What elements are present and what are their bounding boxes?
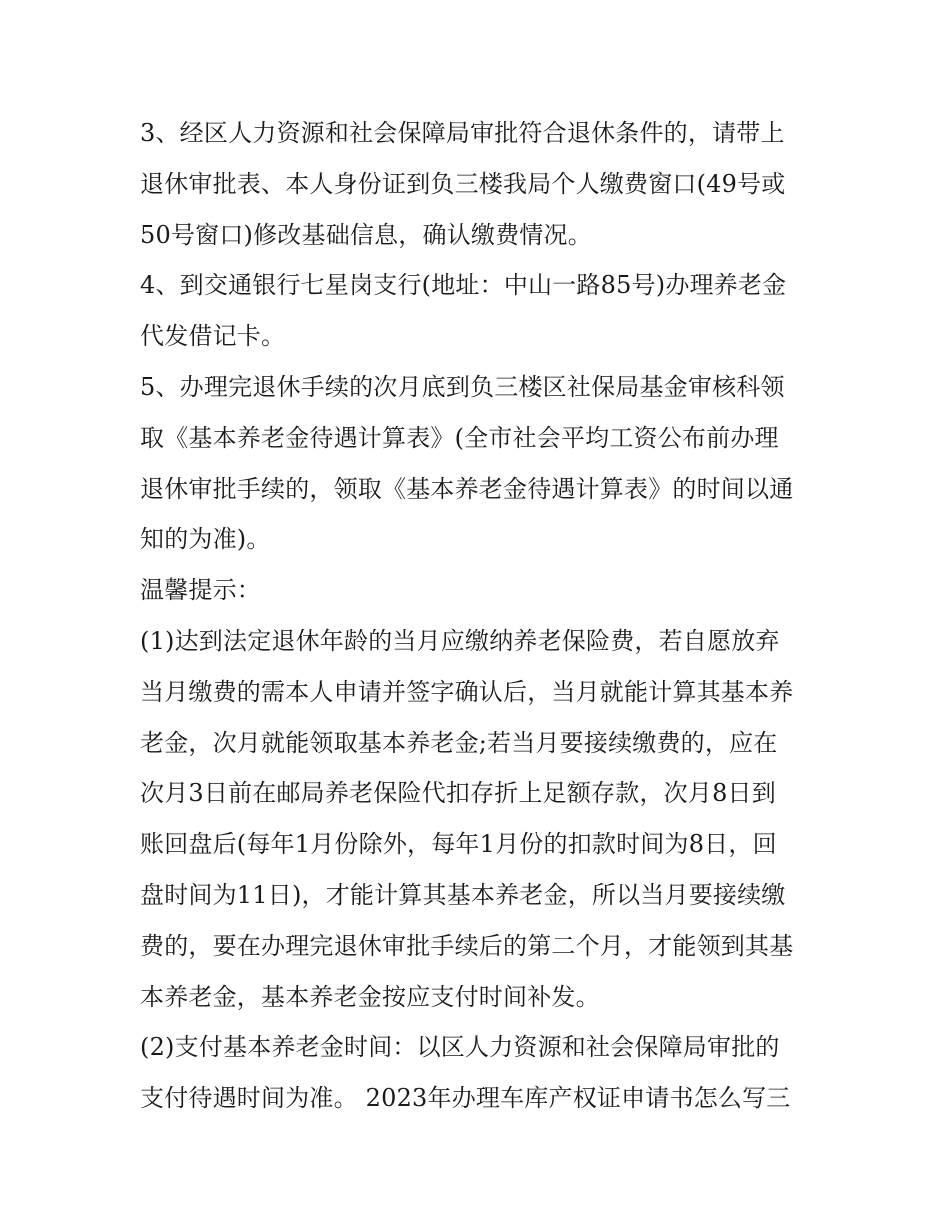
text-line: 退休审批表、本人身份证到负三楼我局个人缴费窗口(49号或 bbox=[140, 169, 786, 198]
text-line: 费的，要在办理完退休审批手续后的第二个月，才能领到其基 bbox=[140, 931, 794, 960]
text-line: 次月3日前在邮局养老保险代扣存折上足额存款，次月8日到 bbox=[140, 779, 776, 808]
text-line: 当月缴费的需本人申请并签字确认后，当月就能计算其基本养 bbox=[140, 677, 794, 706]
text-line: (1)达到法定退休年龄的当月应缴纳养老保险费，若自愿放弃 bbox=[140, 626, 780, 655]
text-line: 盘时间为11日)，才能计算其基本养老金，所以当月要接续缴 bbox=[140, 880, 786, 909]
text-line: (2)支付基本养老金时间：以区人力资源和社会保障局审批的 bbox=[140, 1033, 780, 1062]
text-line: 4、到交通银行七星岗支行(地址：中山一路85号)办理养老金 bbox=[140, 271, 787, 300]
text-line: 账回盘后(每年1月份除外，每年1月份的扣款时间为8日，回 bbox=[140, 830, 777, 859]
text-line: 取《基本养老金待遇计算表》(全市社会平均工资公布前办理 bbox=[140, 423, 779, 452]
document-body bbox=[140, 108, 820, 1124]
text-line: 代发借记卡。 bbox=[140, 322, 286, 351]
section-heading: 温馨提示： bbox=[140, 576, 261, 605]
text-line: 退休审批手续的，领取《基本养老金待遇计算表》的时间以通 bbox=[140, 474, 794, 503]
text-line: 知的为准)。 bbox=[140, 525, 271, 554]
text-line: 50号窗口)修改基础信息，确认缴费情况。 bbox=[140, 220, 592, 249]
text-line: 本养老金，基本养老金按应支付时间补发。 bbox=[140, 982, 600, 1011]
text-line: 老金，次月就能领取基本养老金;若当月要接续缴费的，应在 bbox=[140, 728, 778, 757]
text-line: 5、办理完退休手续的次月底到负三楼区社保局基金审核科领 bbox=[140, 372, 785, 401]
text-line: 支付待遇时间为准。 2023年办理车库产权证申请书怎么写三 bbox=[140, 1084, 791, 1113]
text-line: 3、经区人力资源和社会保障局审批符合退休条件的，请带上 bbox=[140, 119, 785, 147]
